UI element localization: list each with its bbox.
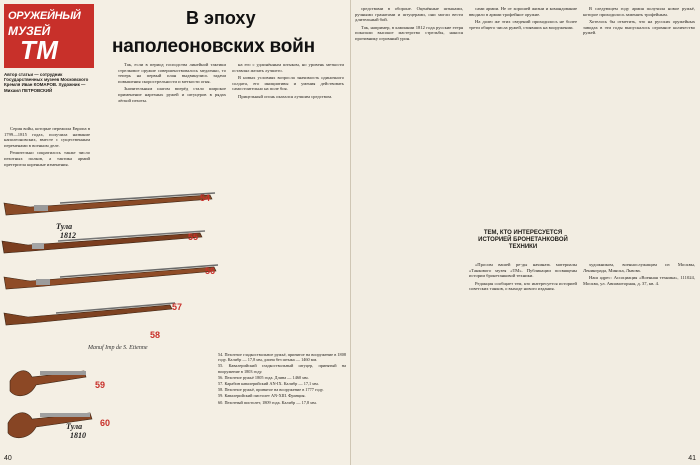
logo-line3: ТМ	[20, 35, 58, 65]
right-page	[350, 0, 700, 465]
weapon-number: 60	[100, 418, 111, 428]
tula-1810-year: 1810	[70, 431, 86, 440]
caption: 56. Пехотное ружьё 1805 года. Длина — 1460 мм.	[218, 374, 309, 380]
paragraph: В следующем году армия получила новое ружьё, которое приходилось заменять трофейным.	[583, 6, 695, 17]
right-column-3b	[583, 262, 695, 452]
page-number-right: 41	[688, 455, 696, 462]
title-line1: В эпоху	[186, 8, 256, 28]
paragraph: Прицельный огонь оказался лучшим средством.	[238, 93, 333, 99]
left-column-1	[4, 126, 90, 186]
paragraph: Так, например, в кампании 1812 года русские егеря показали высокое мастерство стрельбы, нанося противнику огромный урон.	[355, 24, 463, 41]
paragraph: Решительно сократилось также число пехотных полков, а тактика армий претерпела коренные изменения.	[4, 150, 90, 167]
right-column-1	[355, 6, 463, 458]
caption: 57. Карабин кавалерийский AN-IX. Калибр — 17,1 мм.	[218, 381, 319, 387]
left-column-2	[118, 62, 226, 182]
weapon-number: 56	[205, 266, 216, 276]
paragraph: Хотелось бы отметить, что на русских оружейных заводах в эти годы выпускалось огромное количество ружей.	[583, 19, 695, 36]
weapon-number: 59	[95, 380, 106, 390]
caption: 54. Пехотное гладкоствольное ружьё, принятое на вооружение в 1808 году. Калибр — 17,8 мм, длина без штыка — 1460 мм.	[218, 352, 346, 363]
tula-1812-label: Тула	[56, 222, 73, 231]
paragraph: На долю же этих сведений приходилось не более трети общего числа ружей, стоявших на вооружении.	[469, 19, 577, 30]
paragraph: средствами в обороне. Оценённые штыками, ручными гранатами и штуцерами, они могли вести длительный бой.	[355, 6, 463, 23]
tula-1812-year: 1812	[60, 231, 76, 240]
caption: 59. Кавалерийский пистолет AN-XIII. Франция.	[218, 393, 306, 399]
logo-line2: МУЗЕЙ	[8, 24, 51, 38]
weapon-number: 54	[200, 193, 211, 203]
weapon-number: 55	[188, 232, 199, 242]
paragraph: Редакция сообщает тем, кто интересуется историей советских танков, о выходе нового издания.	[469, 280, 577, 292]
title-line2: наполеоновских войн	[112, 36, 315, 57]
paragraph: на его с удлинённым штыком, но уровень меткости оставлял желать лучшего.	[232, 62, 344, 73]
right-column-3	[583, 6, 695, 256]
oruzheyny-muzey-logo	[4, 4, 94, 68]
paragraph: Так, если в период господства линейной тактики стрелковое оружие совершенствовалось медленно, то теперь на первый план выдвинулись задачи повышения скорострельности и меткости огня.	[118, 62, 226, 84]
caption: 60. Пехотный пистолет, 1809 года. Калибр — 17,8 мм.	[218, 399, 317, 405]
paragraph: Серия войн, которые пережила Европа в 1799—1815 годах, получила название наполеоновских, вместе с существенным переменами в военном деле.	[4, 126, 90, 148]
weapon-number: 58	[150, 330, 161, 340]
caption: 55. Кавалерийский гладкоствольный штуцер, принятый на вооружение в 1803 году.	[218, 363, 346, 374]
paragraph: художником, военнослужащим из Москвы, Ленинграда, Минска, Львова.	[583, 262, 695, 273]
weapon-number: 57	[172, 302, 183, 312]
weapon-captions	[218, 352, 346, 406]
right-column-2	[469, 6, 577, 222]
st-etienne-marking: Manuf Imp de S. Etienne	[88, 345, 148, 351]
tank-history-subhead: ТЕМ, КТО ИНТЕРЕСУЕТСЯ ИСТОРИЕЙ БРОНЕТАНКОВОЙ ТЕХНИКИ	[478, 230, 568, 250]
paragraph: Наш адрес: Ассоциация «Военная техника», 111024, Москва, ул. Авиамоторная, д. 37, кв. 4.	[583, 275, 695, 286]
left-column-3	[232, 62, 344, 348]
weapons-illustration	[0, 185, 220, 455]
tula-1810-label: Тула	[66, 422, 83, 431]
logo-line1: ОРУЖЕЙНЫЙ	[8, 10, 81, 22]
article-title	[108, 4, 350, 60]
paragraph: «Просим вашей ре-ды начинать материалы «Танкового музея «ТМ». Публикации посвящены истории бронетанковой техники.	[469, 262, 577, 279]
paragraph: В новых условиях возросла значимость одиночного солдата, его инициативы и умения действовать самостоятельно на поле боя.	[232, 75, 344, 92]
musket-55-illustration	[2, 231, 205, 253]
right-column-2b	[469, 262, 577, 458]
caption: 58. Пехотное ружьё, принятое на вооружение в 1777 году.	[218, 387, 324, 393]
musket-54-illustration	[4, 193, 215, 215]
page-number-left: 40	[4, 455, 12, 462]
paragraph: сами армии. Не от хорошей жизни и командование вводило в армии трофейное оружие.	[469, 6, 577, 17]
paragraph: Значительным шагом вперёд стало широкое применение нарезных ружей и штуцеров в рядах лёгкой пехоты.	[118, 86, 226, 103]
article-credits: Автор статьи — сотрудник Государственных музеев Московского Кремля Иван КОМАРОВ. Художник — Михаил ПЕТРОВСКИЙ	[4, 72, 89, 93]
carbine-57-illustration	[4, 303, 175, 325]
pistol-59-illustration	[10, 371, 86, 396]
musket-56-illustration	[4, 265, 218, 289]
